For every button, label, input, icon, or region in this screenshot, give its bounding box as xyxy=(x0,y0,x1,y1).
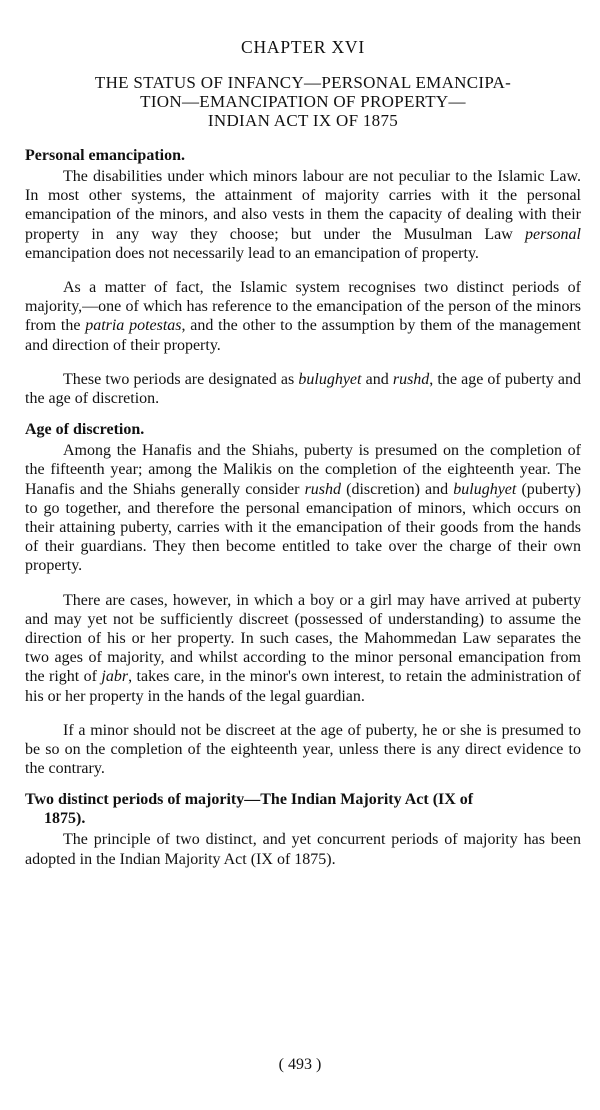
chapter-title-line: INDIAN ACT IX OF 1875 xyxy=(207,111,399,130)
paragraph: The principle of two distinct, and yet concurrent periods of majority has been adopted in the Indian Majority Act (IX of 1875). xyxy=(25,831,581,868)
chapter-title xyxy=(25,73,581,130)
paragraph: As a matter of fact, the Islamic system recognises two distinct periods of majority,—one of which has reference to the emancipation of the person of the minors from the patria potestas, and the other to the assumption by them of the management and direction of their property. xyxy=(25,279,582,354)
italic-term: personal xyxy=(525,225,581,243)
chapter-title-line: THE STATUS OF INFANCY—PERSONAL EMANCIPA- xyxy=(94,73,512,92)
chapter-number: CHAPTER XVI xyxy=(240,37,365,57)
italic-term: jabr xyxy=(101,668,129,686)
paragraph: Among the Hanafis and the Shiahs, puberty is presumed on the completion of the fifteenth year; among the Malikis on the completion of the eighteenth year. The Hanafis and the Shiahs generally consider rushd (discretion) and bulughyet (puberty) to go together, and therefore the personal emancipation of minors, which occurs on their attaining puberty, carries with it the emancipation of their goods from the hands of their guardians. They then become entitled to take over the charge of their own property. xyxy=(25,442,581,575)
section-heading-personal-emancipation: Personal emancipation. xyxy=(25,147,185,164)
italic-term: rushd xyxy=(392,370,430,388)
italic-term: patria potestas xyxy=(85,317,182,335)
section-heading-two-periods-of-majority: Two distinct periods of majority—The Indian Majority Act (IX of 1875). xyxy=(25,791,474,828)
page-number: ( 493 ) xyxy=(278,1056,322,1073)
italic-term: rushd xyxy=(304,480,342,498)
paragraph: The disabilities under which minors labour are not peculiar to the Islamic Law. In most other systems, the attainment of majority carries with it the personal emancipation of the minors, and also vests in them the capacity of dealing with their property in any way they choose; but under the Musulman Law personal emancipation does not necessarily lead to an emancipation of property. xyxy=(25,168,581,262)
paragraph: These two periods are designated as bulughyet and rushd, the age of puberty and the age of discretion. xyxy=(25,370,582,408)
paragraph: There are cases, however, in which a boy or a girl may have arrived at puberty and may yet not be sufficiently discreet (possessed of understanding) to assume the direction of his or her property. In such cases, the Mahommedan Law separates the two ages of majority, and whilst according to the minor personal emancipation from the right of jabr, takes care, in the minor's own interest, to retain the administration of his or her property in the hands of the legal guardian. xyxy=(25,591,582,705)
section-heading-age-of-discretion: Age of discretion. xyxy=(25,421,145,439)
paragraph: If a minor should not be discreet at the age of puberty, he or she is presumed to be so on the completion of the eighteenth year, unless there is any direct evidence to the contrary. xyxy=(25,721,581,778)
italic-term: bulughyet xyxy=(298,370,362,388)
chapter-title-line: TION—EMANCIPATION OF PROPERTY— xyxy=(140,92,466,111)
italic-term: bulughyet xyxy=(453,480,517,498)
